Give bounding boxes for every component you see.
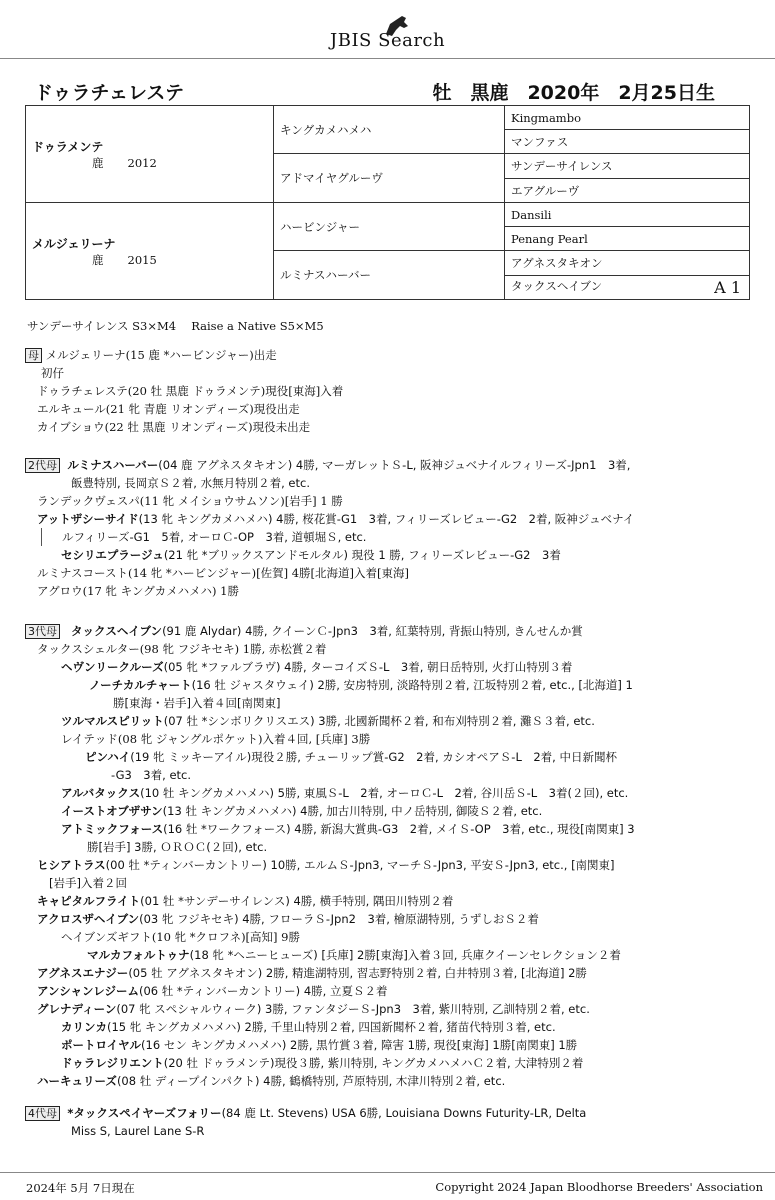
dam-year: 2015 — [127, 252, 157, 267]
dam-line: メルジェリーナ(15 鹿 *ハービンジャー)出走 — [45, 348, 277, 362]
record-text: (05 牡 アグネスタキオン) 2勝, 精進湖特別, 習志野特別２着, 白井特別３着, [北海道] 2勝 — [128, 966, 587, 980]
horse-link[interactable]: セシリエプラージュ — [61, 548, 164, 562]
horse-link[interactable]: タックスヘイブン — [70, 624, 163, 638]
pedigree-gen2-3[interactable]: ハービンジャー — [274, 203, 505, 251]
family-number: A 1 — [714, 278, 741, 297]
record-text: (04 鹿 アグネスタキオン) 4勝, マーガレットＳ-L, 阪神ジュベナイルフィリーズ-Jpn1 3着, — [158, 458, 631, 472]
record-text: (16 セン キングカメハメハ) 2勝, 黒竹賞３着, 障害 1勝, 現役[東海] 1勝[南関東] 1勝 — [141, 1038, 578, 1052]
record-text: 勝[東海・岩手]入着４回[南関東] — [113, 696, 281, 710]
horse-link[interactable]: グレナディーン — [37, 1002, 117, 1016]
produce-item[interactable]: カイブショウ(22 牡 黒鹿 リオンディーズ)現役未出走 — [37, 420, 311, 434]
horse-name: ドゥラチェレステ — [34, 82, 185, 104]
footer-divider — [0, 1172, 775, 1173]
pedigree-gen3-5[interactable]: Dansili — [505, 203, 750, 227]
record-text: (15 牝 キングカメハメハ) 2勝, 千里山特別２着, 四国新聞杯２着, 猪苗代特別３着, etc. — [107, 1020, 556, 1034]
logo-text: JBIS Search — [330, 30, 446, 51]
horse-link[interactable]: ポートロイヤル — [61, 1038, 142, 1052]
section-tag-dam: 母 — [25, 348, 42, 363]
horse-link[interactable]: ピンハイ — [85, 750, 131, 764]
section-4th-dam — [25, 1104, 750, 1140]
sire-details — [92, 155, 267, 171]
record-text: (06 牡 *ティンバーカントリー) 4勝, 立夏Ｓ２着 — [138, 984, 388, 998]
horse-link[interactable]: ハーキュリーズ — [37, 1074, 117, 1088]
record-text: (01 牡 *サンデーサイレンス) 4勝, 横手特別, 隅田川特別２着 — [140, 894, 454, 908]
pedigree-sire[interactable] — [26, 106, 274, 203]
horse-link[interactable]: ドゥラレジリエント — [61, 1056, 164, 1070]
produce-note: 初仔 — [41, 366, 64, 380]
record-text: (07 牝 スペシャルウィーク) 3勝, ファンタジーＳ-Jpn3 3着, 紫川特別, 乙訓特別２着, etc. — [116, 1002, 590, 1016]
record-text: (84 鹿 Lt. Stevens) USA 6勝, Louisiana Downs Futurity-LR, Delta — [221, 1106, 587, 1120]
footer-copyright: Copyright 2024 Japan Bloodhorse Breeders' Association — [435, 1180, 763, 1194]
record-text: (08 牡 ディープインパクト) 4勝, 鶴橋特別, 芦原特別, 木津川特別２着, etc. — [116, 1074, 506, 1088]
dam-details — [92, 252, 267, 268]
pedigree-gen2-4[interactable]: ルミナスハーバー — [274, 251, 505, 300]
section-tag-2nd-dam: 2代母 — [25, 458, 60, 473]
pedigree-gen2-1[interactable]: キングカメハメハ — [274, 106, 505, 154]
record-text: (16 牡 *ワークフォース) 4勝, 新潟大賞典-G3 2着, メイＳ-OP 3着, etc., 現役[南関東] 3 — [163, 822, 635, 836]
footer-date: 2024年 5月 7日現在 — [26, 1181, 135, 1195]
section-dam — [25, 346, 750, 436]
pedigree-gen3-1[interactable]: Kingmambo — [505, 106, 750, 130]
pedigree-gen3-7[interactable]: アグネスタキオン — [505, 251, 750, 276]
section-2nd-dam — [25, 456, 750, 600]
pedigree-gen2-2[interactable]: アドマイヤグルーヴ — [274, 154, 505, 203]
produce-item[interactable]: ランデックヴェスパ(11 牝 メイショウサムソン)[岩手] 1 勝 — [37, 494, 343, 508]
record-text: (16 牡 ジャスタウェイ) 2勝, 安房特別, 淡路特別２着, 江坂特別２着, etc., [北海道] 1 — [191, 678, 633, 692]
horse-link[interactable]: アグネスエナジー — [37, 966, 129, 980]
pedigree-dam[interactable] — [26, 203, 274, 300]
horse-link[interactable]: アクロスザヘイブン — [37, 912, 140, 926]
record-text: (05 牝 *ファルブラヴ) 4勝, ターコイズＳ-L 3着, 朝日岳特別, 火打山特別３着 — [163, 660, 573, 674]
produce-item[interactable]: タックスシェルター(98 牝 フジキセキ) 1勝, 赤松賞２着 — [37, 642, 327, 656]
produce-item[interactable]: ルミナスコースト(14 牝 *ハービンジャー)[佐賀] 4勝[北海道]入着[東海] — [37, 566, 410, 580]
record-text: (18 牝 *ヘニーヒューズ) [兵庫] 2勝[東海]入着３回, 兵庫クイーンセレクション２着 — [189, 948, 621, 962]
pedigree-gen3-6[interactable]: Penang Pearl — [505, 227, 750, 251]
sire-name: ドゥラメンテ — [32, 139, 104, 154]
record-text: 飯豊特別, 長岡京Ｓ２着, 水無月特別２着, etc. — [71, 476, 310, 490]
section-tag-3rd-dam: 3代母 — [25, 624, 60, 639]
record-text: (21 牝 *ブリックスアンドモルタル) 現役 1 勝, フィリーズレビュー-G2 3着 — [163, 548, 561, 562]
horse-link[interactable]: ルミナスハーバー — [67, 458, 159, 472]
record-text: (03 牝 フジキセキ) 4勝, フローラＳ-Jpn2 3着, 檜原湖特別, うずしおＳ２着 — [139, 912, 539, 926]
sire-year: 2012 — [127, 155, 157, 170]
pedigree-gen3-8[interactable] — [505, 276, 750, 300]
horse-link[interactable]: アットザシーサイド — [37, 512, 139, 526]
record-text: (13 牡 キングカメハメハ) 4勝, 加古川特別, 中ノ岳特別, 御陵Ｓ２着, etc. — [162, 804, 543, 818]
horse-info: 牡 黒鹿 2020年 2月25日生 — [432, 82, 715, 104]
record-text: ルフィリーズ-G1 5着, オーロＣ-OP 3着, 道頓堀Ｓ, etc. — [41, 528, 750, 546]
produce-item[interactable]: アグロウ(17 牝 キングカメハメハ) 1勝 — [37, 584, 239, 598]
section-3rd-dam — [25, 622, 750, 1090]
horse-link[interactable]: ヘヴンリークルーズ — [61, 660, 164, 674]
record-text: (10 牡 キングカメハメハ) 5勝, 東風Ｓ-L 2着, オーロＣ-L 2着, 谷川岳Ｓ-L 3着(２回), etc. — [140, 786, 629, 800]
horse-link[interactable]: アンシャンレジーム — [37, 984, 139, 998]
horse-link[interactable]: アトミックフォース — [61, 822, 164, 836]
record-text: 3着, etc. — [131, 768, 192, 782]
pedigree-gen3-4[interactable]: エアグルーヴ — [505, 179, 750, 203]
record-text: -G3 — [111, 768, 132, 782]
sire-color: 鹿 — [92, 155, 104, 170]
record-text: (20 牡 ドゥラメンテ)現役３勝, 紫川特別, キングカメハメハＣ２着, 大津特別２着 — [163, 1056, 584, 1070]
horse-link[interactable]: ヒシアトラス — [37, 858, 106, 872]
record-text: [岩手]入着２回 — [49, 876, 127, 890]
dam-color: 鹿 — [92, 252, 104, 267]
horse-link[interactable]: ツルマルスピリット — [61, 714, 164, 728]
pedigree-table — [25, 105, 750, 300]
inbreeding-note: サンデーサイレンス S3×M4 Raise a Native S5×M5 — [27, 319, 324, 333]
horse-link[interactable]: *タックスペイヤーズフォリー — [67, 1106, 222, 1120]
record-text: (19 牝 ミッキーアイル)現役２勝, チューリップ賞-G2 2着, カシオペアＳ-L 2着, 中日新聞杯 — [130, 750, 617, 764]
produce-item[interactable]: ヘイブンズギフト(10 牝 *クロフネ)[高知] 9勝 — [61, 930, 301, 944]
record-text: (91 鹿 Alydar) 4勝, クイーンＣ-Jpn3 3着, 紅葉特別, 背振山特別, きんせんか賞 — [162, 624, 583, 638]
horse-link[interactable]: ノーチカルチャート — [89, 678, 192, 692]
jbis-logo[interactable] — [330, 14, 460, 54]
produce-item[interactable]: レイテッド(08 牝 ジャングルポケット)入着４回, [兵庫] 3勝 — [61, 732, 371, 746]
header-divider — [0, 58, 775, 59]
produce-item[interactable]: エルキュール(21 牝 青鹿 リオンディーズ)現役出走 — [37, 402, 300, 416]
horse-link[interactable]: カリンカ — [61, 1020, 107, 1034]
horse-link[interactable]: アルバタックス — [61, 786, 141, 800]
title-row — [34, 78, 745, 102]
gen3-8-name: タックスヘイブン — [511, 279, 603, 293]
produce-item[interactable]: ドゥラチェレステ(20 牡 黒鹿 ドゥラメンテ)現役[東海]入着 — [37, 384, 344, 398]
section-tag-4th-dam: 4代母 — [25, 1106, 60, 1121]
record-text: (13 牝 キングカメハメハ) 4勝, 桜花賞-G1 3着, フィリーズレビュー-G2 2着, 阪神ジュベナイ — [138, 512, 635, 526]
record-text: (07 牡 *シンボリクリスエス) 3勝, 北國新聞杯２着, 和布刈特別２着, 灘Ｓ３着, etc. — [163, 714, 595, 728]
record-text: 勝[岩手] 3勝, ＯＲＯＣ(２回), etc. — [87, 840, 268, 854]
horse-link[interactable]: マルカフォルトゥナ — [87, 948, 190, 962]
record-text: (00 牡 *ティンバーカントリー) 10勝, エルムＳ-Jpn3, マーチＳ-Jpn3, 平安Ｓ-Jpn3, etc., [南関東] — [105, 858, 615, 872]
pedigree-gen3-3[interactable]: サンデーサイレンス — [505, 154, 750, 179]
horse-link[interactable]: キャピタルフライト — [37, 894, 141, 908]
dam-name: メルジェリーナ — [32, 236, 116, 251]
record-text: Miss S, Laurel Lane S-R — [71, 1124, 205, 1138]
horse-link[interactable]: イーストオブザサン — [61, 804, 163, 818]
pedigree-gen3-2[interactable]: マンファス — [505, 130, 750, 154]
